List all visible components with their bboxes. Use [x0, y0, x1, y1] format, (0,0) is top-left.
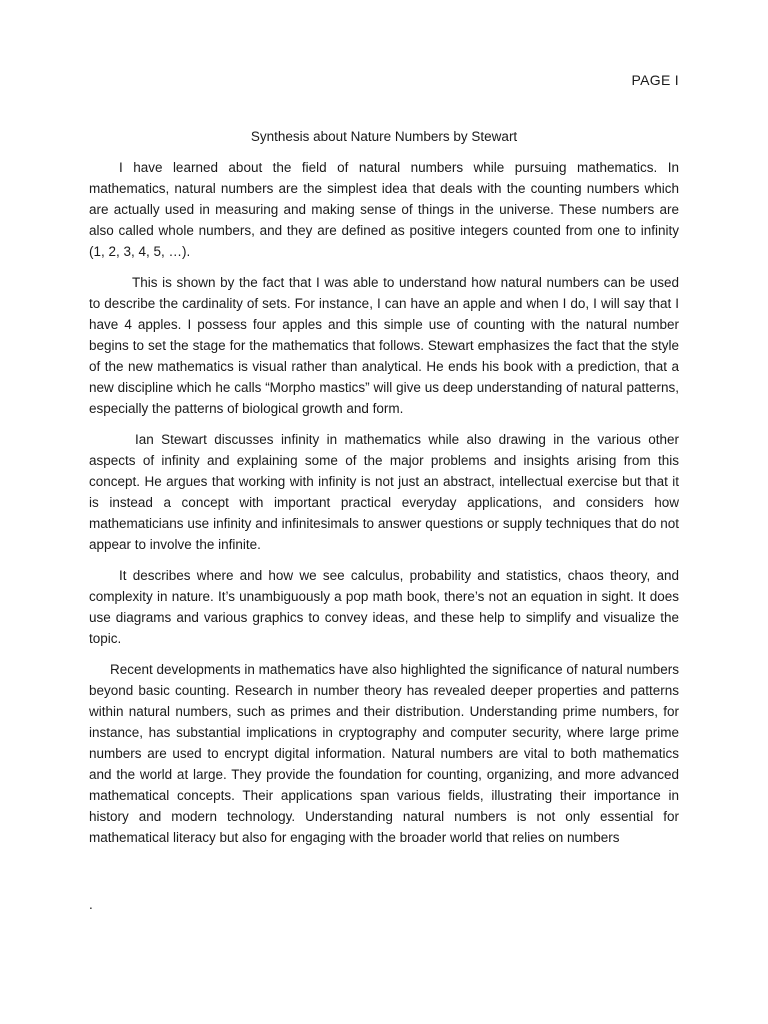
document-body: [89, 157, 679, 858]
paragraph-5: Recent developments in mathematics have also highlighted the significance of natural numbers beyond basic counting. Research in number theory has revealed deeper properties and patterns within natural numbers, such as primes and their distribution. Understanding prime numbers, for instance, has substantial implications in cryptography and computer security, where large prime numbers are used to encrypt digital information. Natural numbers are vital to both mathematics and the world at large. They provide the foundation for counting, organizing, and more advanced mathematical concepts. Their applications span various fields, illustrating their importance in history and modern technology. Understanding natural numbers is not only essential for mathematical literacy but also for engaging with the broader world that relies on numbers: [89, 662, 679, 845]
trailing-period: .: [89, 897, 93, 912]
paragraph-2: This is shown by the fact that I was able to understand how natural numbers can be used to describe the cardinality of sets. For instance, I can have an apple and when I do, I will say that I have 4 apples. I possess four apples and this simple use of counting with the natural number begins to set the stage for the mathematics that follows. Stewart emphasizes the fact that the style of the new mathematics is visual rather than analytical. He ends his book with a prediction, that a new discipline which he calls “Morpho mastics” will give us deep understanding of natural patterns, especially the patterns of biological growth and form.: [89, 275, 679, 416]
paragraph-4: It describes where and how we see calculus, probability and statistics, chaos theory, and complexity in nature. It’s unambiguously a pop math book, there’s not an equation in sight. It does use diagrams and various graphics to convey ideas, and these help to simplify and visualize the topic.: [89, 568, 679, 646]
page-number: PAGE I: [631, 72, 679, 88]
paragraph-1: I have learned about the field of natural numbers while pursuing mathematics. In mathematics, natural numbers are the simplest idea that deals with the counting numbers which are actually used in measuring and making sense of things in the universe. These numbers are also called whole numbers, and they are defined as positive integers counted from one to infinity (1, 2, 3, 4, 5, …).: [89, 160, 679, 259]
document-title: Synthesis about Nature Numbers by Stewart: [250, 129, 518, 144]
paragraph-3: Ian Stewart discusses infinity in mathematics while also drawing in the various other aspects of infinity and explaining some of the major problems and insights arising from this concept. He argues that working with infinity is not just an abstract, intellectual exercise but that it is instead a concept with important practical everyday applications, and considers how mathematicians use infinity and infinitesimals to answer questions or supply techniques that do not appear to involve the infinite.: [89, 432, 679, 552]
